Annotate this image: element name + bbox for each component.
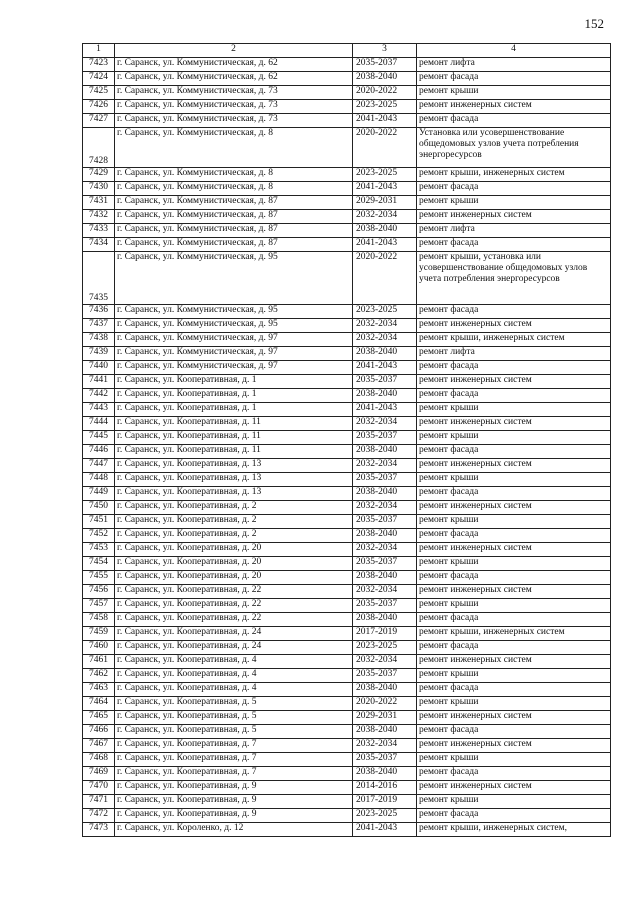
period-cell: 2020-2022 — [353, 252, 417, 305]
address-cell: г. Саранск, ул. Кооперативная, д. 22 — [115, 613, 353, 627]
work-type-cell: ремонт фасада — [417, 641, 611, 655]
work-type-cell: ремонт фасада — [417, 613, 611, 627]
work-type-cell: ремонт фасада — [417, 445, 611, 459]
address-cell: г. Саранск, ул. Кооперативная, д. 13 — [115, 473, 353, 487]
table-row — [83, 809, 611, 823]
table-row — [83, 515, 611, 529]
row-number-cell: 7461 — [83, 655, 115, 669]
work-type-cell: ремонт крыши — [417, 473, 611, 487]
row-number-cell: 7434 — [83, 238, 115, 252]
address-cell: г. Саранск, ул. Кооперативная, д. 9 — [115, 795, 353, 809]
table-row — [83, 252, 611, 305]
work-type-cell: ремонт фасада — [417, 114, 611, 128]
row-number-cell: 7468 — [83, 753, 115, 767]
address-cell: г. Саранск, ул. Кооперативная, д. 5 — [115, 697, 353, 711]
period-cell: 2020-2022 — [353, 128, 417, 168]
table-row — [83, 58, 611, 72]
address-cell: г. Саранск, ул. Коммунистическая, д. 8 — [115, 168, 353, 182]
table-row — [83, 725, 611, 739]
address-cell: г. Саранск, ул. Кооперативная, д. 24 — [115, 641, 353, 655]
period-cell: 2038-2040 — [353, 767, 417, 781]
period-cell: 2038-2040 — [353, 613, 417, 627]
address-cell: г. Саранск, ул. Коммунистическая, д. 73 — [115, 114, 353, 128]
table-row — [83, 72, 611, 86]
period-cell: 2032-2034 — [353, 417, 417, 431]
table-row — [83, 669, 611, 683]
work-type-cell: ремонт лифта — [417, 58, 611, 72]
work-type-cell: ремонт инженерных систем — [417, 781, 611, 795]
table-row — [83, 100, 611, 114]
address-cell: г. Саранск, ул. Кооперативная, д. 13 — [115, 487, 353, 501]
work-type-cell: ремонт инженерных систем — [417, 501, 611, 515]
work-type-cell: ремонт фасада — [417, 683, 611, 697]
period-cell: 2041-2043 — [353, 823, 417, 837]
row-number-cell: 7437 — [83, 319, 115, 333]
row-number-cell: 7423 — [83, 58, 115, 72]
period-cell: 2038-2040 — [353, 347, 417, 361]
table-row — [83, 683, 611, 697]
address-cell: г. Саранск, ул. Кооперативная, д. 4 — [115, 683, 353, 697]
table-row — [83, 389, 611, 403]
table-row — [83, 445, 611, 459]
address-cell: г. Саранск, ул. Коммунистическая, д. 87 — [115, 238, 353, 252]
address-cell: г. Саранск, ул. Кооперативная, д. 1 — [115, 375, 353, 389]
row-number-cell: 7463 — [83, 683, 115, 697]
work-type-cell: ремонт фасада — [417, 809, 611, 823]
period-cell: 2035-2037 — [353, 375, 417, 389]
row-number-cell: 7442 — [83, 389, 115, 403]
table-row — [83, 781, 611, 795]
row-number-cell: 7462 — [83, 669, 115, 683]
row-number-cell: 7458 — [83, 613, 115, 627]
row-number-cell: 7466 — [83, 725, 115, 739]
address-cell: г. Саранск, ул. Кооперативная, д. 2 — [115, 529, 353, 543]
work-type-cell: ремонт фасада — [417, 725, 611, 739]
row-number-cell: 7469 — [83, 767, 115, 781]
table-row — [83, 196, 611, 210]
table-row — [83, 86, 611, 100]
address-cell: г. Саранск, ул. Коммунистическая, д. 73 — [115, 100, 353, 114]
address-cell: г. Саранск, ул. Кооперативная, д. 7 — [115, 767, 353, 781]
address-cell: г. Саранск, ул. Кооперативная, д. 11 — [115, 445, 353, 459]
repair-schedule-table — [82, 43, 611, 837]
address-cell: г. Саранск, ул. Кооперативная, д. 22 — [115, 599, 353, 613]
row-number-cell: 7448 — [83, 473, 115, 487]
address-cell: г. Саранск, ул. Кооперативная, д. 9 — [115, 809, 353, 823]
period-cell: 2032-2034 — [353, 501, 417, 515]
row-number-cell: 7446 — [83, 445, 115, 459]
address-cell: г. Саранск, ул. Коммунистическая, д. 8 — [115, 182, 353, 196]
work-type-cell: ремонт инженерных систем — [417, 417, 611, 431]
table-row — [83, 305, 611, 319]
table-row — [83, 767, 611, 781]
work-type-cell: ремонт инженерных систем — [417, 210, 611, 224]
period-cell: 2035-2037 — [353, 431, 417, 445]
period-cell: 2041-2043 — [353, 361, 417, 375]
address-cell: г. Саранск, ул. Короленко, д. 12 — [115, 823, 353, 837]
table-row — [83, 114, 611, 128]
work-type-cell: ремонт инженерных систем — [417, 375, 611, 389]
page-number: 152 — [584, 16, 604, 31]
row-number-cell: 7441 — [83, 375, 115, 389]
address-cell: г. Саранск, ул. Коммунистическая, д. 62 — [115, 58, 353, 72]
period-cell: 2032-2034 — [353, 333, 417, 347]
work-type-cell: ремонт инженерных систем — [417, 655, 611, 669]
period-cell: 2035-2037 — [353, 515, 417, 529]
address-cell: г. Саранск, ул. Кооперативная, д. 11 — [115, 417, 353, 431]
table-row — [83, 375, 611, 389]
period-cell: 2017-2019 — [353, 795, 417, 809]
table-row — [83, 641, 611, 655]
table-row — [83, 224, 611, 238]
period-cell: 2014-2016 — [353, 781, 417, 795]
work-type-cell: ремонт инженерных систем — [417, 739, 611, 753]
work-type-cell: ремонт крыши — [417, 795, 611, 809]
work-type-cell: ремонт инженерных систем — [417, 459, 611, 473]
address-cell: г. Саранск, ул. Коммунистическая, д. 95 — [115, 305, 353, 319]
table-row — [83, 403, 611, 417]
table-row — [83, 361, 611, 375]
table-row — [83, 613, 611, 627]
column-header-4: 4 — [417, 44, 611, 58]
period-cell: 2020-2022 — [353, 697, 417, 711]
address-cell: г. Саранск, ул. Кооперативная, д. 13 — [115, 459, 353, 473]
row-number-cell: 7438 — [83, 333, 115, 347]
table-row — [83, 599, 611, 613]
period-cell: 2035-2037 — [353, 669, 417, 683]
work-type-cell: ремонт фасада — [417, 389, 611, 403]
table-row — [83, 501, 611, 515]
address-cell: г. Саранск, ул. Коммунистическая, д. 87 — [115, 210, 353, 224]
row-number-cell: 7427 — [83, 114, 115, 128]
address-cell: г. Саранск, ул. Коммунистическая, д. 87 — [115, 196, 353, 210]
table-row — [83, 529, 611, 543]
period-cell: 2038-2040 — [353, 529, 417, 543]
work-type-cell: ремонт фасада — [417, 361, 611, 375]
address-cell: г. Саранск, ул. Кооперативная, д. 4 — [115, 669, 353, 683]
address-cell: г. Саранск, ул. Кооперативная, д. 5 — [115, 725, 353, 739]
period-cell: 2035-2037 — [353, 473, 417, 487]
period-cell: 2041-2043 — [353, 182, 417, 196]
work-type-cell: ремонт крыши — [417, 403, 611, 417]
period-cell: 2032-2034 — [353, 655, 417, 669]
row-number-cell: 7444 — [83, 417, 115, 431]
table-row — [83, 753, 611, 767]
row-number-cell: 7451 — [83, 515, 115, 529]
period-cell: 2023-2025 — [353, 641, 417, 655]
period-cell: 2038-2040 — [353, 445, 417, 459]
table-row — [83, 739, 611, 753]
period-cell: 2017-2019 — [353, 627, 417, 641]
work-type-cell: ремонт фасада — [417, 238, 611, 252]
address-cell: г. Саранск, ул. Коммунистическая, д. 62 — [115, 72, 353, 86]
row-number-cell: 7428 — [83, 128, 115, 168]
table-row — [83, 238, 611, 252]
table-body — [83, 58, 611, 837]
period-cell: 2041-2043 — [353, 114, 417, 128]
work-type-cell: ремонт крыши, установка или усовершенствование общедомовых узлов учета потребления энергоресурсов — [417, 252, 611, 305]
table-row — [83, 557, 611, 571]
row-number-cell: 7471 — [83, 795, 115, 809]
address-cell: г. Саранск, ул. Кооперативная, д. 20 — [115, 543, 353, 557]
address-cell: г. Саранск, ул. Кооперативная, д. 7 — [115, 753, 353, 767]
work-type-cell: ремонт крыши — [417, 557, 611, 571]
table-row — [83, 711, 611, 725]
row-number-cell: 7454 — [83, 557, 115, 571]
row-number-cell: 7435 — [83, 252, 115, 305]
period-cell: 2038-2040 — [353, 683, 417, 697]
row-number-cell: 7470 — [83, 781, 115, 795]
row-number-cell: 7426 — [83, 100, 115, 114]
row-number-cell: 7455 — [83, 571, 115, 585]
column-header-2: 2 — [115, 44, 353, 58]
address-cell: г. Саранск, ул. Коммунистическая, д. 95 — [115, 319, 353, 333]
work-type-cell: ремонт крыши — [417, 697, 611, 711]
row-number-cell: 7457 — [83, 599, 115, 613]
row-number-cell: 7472 — [83, 809, 115, 823]
row-number-cell: 7432 — [83, 210, 115, 224]
period-cell: 2032-2034 — [353, 543, 417, 557]
work-type-cell: ремонт крыши, инженерных систем — [417, 333, 611, 347]
work-type-cell: ремонт крыши, инженерных систем, — [417, 823, 611, 837]
address-cell: г. Саранск, ул. Кооперативная, д. 2 — [115, 515, 353, 529]
address-cell: г. Саранск, ул. Кооперативная, д. 20 — [115, 571, 353, 585]
address-cell: г. Саранск, ул. Коммунистическая, д. 97 — [115, 361, 353, 375]
period-cell: 2035-2037 — [353, 58, 417, 72]
period-cell: 2035-2037 — [353, 599, 417, 613]
row-number-cell: 7460 — [83, 641, 115, 655]
table-row — [83, 431, 611, 445]
address-cell: г. Саранск, ул. Кооперативная, д. 1 — [115, 403, 353, 417]
row-number-cell: 7452 — [83, 529, 115, 543]
address-cell: г. Саранск, ул. Кооперативная, д. 11 — [115, 431, 353, 445]
row-number-cell: 7453 — [83, 543, 115, 557]
work-type-cell: ремонт фасада — [417, 487, 611, 501]
period-cell: 2038-2040 — [353, 571, 417, 585]
work-type-cell: ремонт крыши, инженерных систем — [417, 168, 611, 182]
work-type-cell: ремонт крыши — [417, 599, 611, 613]
work-type-cell: ремонт крыши — [417, 753, 611, 767]
work-type-cell: ремонт инженерных систем — [417, 585, 611, 599]
work-type-cell: ремонт крыши — [417, 86, 611, 100]
table-row — [83, 543, 611, 557]
work-type-cell: ремонт крыши — [417, 196, 611, 210]
address-cell: г. Саранск, ул. Коммунистическая, д. 97 — [115, 333, 353, 347]
work-type-cell: ремонт фасада — [417, 305, 611, 319]
period-cell: 2038-2040 — [353, 72, 417, 86]
table-row — [83, 347, 611, 361]
row-number-cell: 7443 — [83, 403, 115, 417]
period-cell: 2038-2040 — [353, 389, 417, 403]
period-cell: 2032-2034 — [353, 210, 417, 224]
table-row — [83, 128, 611, 168]
work-type-cell: ремонт фасада — [417, 767, 611, 781]
row-number-cell: 7464 — [83, 697, 115, 711]
work-type-cell: ремонт крыши, инженерных систем — [417, 627, 611, 641]
row-number-cell: 7450 — [83, 501, 115, 515]
table-row — [83, 210, 611, 224]
row-number-cell: 7456 — [83, 585, 115, 599]
row-number-cell: 7424 — [83, 72, 115, 86]
address-cell: г. Саранск, ул. Кооперативная, д. 5 — [115, 711, 353, 725]
work-type-cell: ремонт крыши — [417, 431, 611, 445]
table-row — [83, 487, 611, 501]
work-type-cell: ремонт инженерных систем — [417, 100, 611, 114]
table-row — [83, 182, 611, 196]
work-type-cell: ремонт фасада — [417, 72, 611, 86]
row-number-cell: 7429 — [83, 168, 115, 182]
row-number-cell: 7445 — [83, 431, 115, 445]
address-cell: г. Саранск, ул. Коммунистическая, д. 73 — [115, 86, 353, 100]
table-row — [83, 333, 611, 347]
table-header-row — [83, 44, 611, 58]
row-number-cell: 7473 — [83, 823, 115, 837]
period-cell: 2035-2037 — [353, 557, 417, 571]
address-cell: г. Саранск, ул. Кооперативная, д. 7 — [115, 739, 353, 753]
address-cell: г. Саранск, ул. Кооперативная, д. 9 — [115, 781, 353, 795]
period-cell: 2038-2040 — [353, 725, 417, 739]
row-number-cell: 7439 — [83, 347, 115, 361]
period-cell: 2029-2031 — [353, 711, 417, 725]
work-type-cell: ремонт крыши — [417, 669, 611, 683]
period-cell: 2041-2043 — [353, 238, 417, 252]
table-row — [83, 655, 611, 669]
table-row — [83, 627, 611, 641]
period-cell: 2032-2034 — [353, 459, 417, 473]
address-cell: г. Саранск, ул. Кооперативная, д. 22 — [115, 585, 353, 599]
period-cell: 2035-2037 — [353, 753, 417, 767]
work-type-cell: ремонт инженерных систем — [417, 711, 611, 725]
period-cell: 2038-2040 — [353, 224, 417, 238]
table-row — [83, 571, 611, 585]
period-cell: 2023-2025 — [353, 809, 417, 823]
row-number-cell: 7436 — [83, 305, 115, 319]
address-cell: г. Саранск, ул. Коммунистическая, д. 97 — [115, 347, 353, 361]
address-cell: г. Саранск, ул. Коммунистическая, д. 95 — [115, 252, 353, 305]
row-number-cell: 7459 — [83, 627, 115, 641]
address-cell: г. Саранск, ул. Коммунистическая, д. 87 — [115, 224, 353, 238]
table-row — [83, 459, 611, 473]
period-cell: 2038-2040 — [353, 487, 417, 501]
row-number-cell: 7447 — [83, 459, 115, 473]
period-cell: 2032-2034 — [353, 739, 417, 753]
work-type-cell: ремонт инженерных систем — [417, 543, 611, 557]
address-cell: г. Саранск, ул. Кооперативная, д. 1 — [115, 389, 353, 403]
work-type-cell: ремонт инженерных систем — [417, 319, 611, 333]
address-cell: г. Саранск, ул. Кооперативная, д. 24 — [115, 627, 353, 641]
work-type-cell: ремонт фасада — [417, 571, 611, 585]
period-cell: 2029-2031 — [353, 196, 417, 210]
work-type-cell: ремонт лифта — [417, 224, 611, 238]
work-type-cell: ремонт фасада — [417, 529, 611, 543]
row-number-cell: 7440 — [83, 361, 115, 375]
address-cell: г. Саранск, ул. Кооперативная, д. 2 — [115, 501, 353, 515]
work-type-cell: ремонт крыши — [417, 515, 611, 529]
table-row — [83, 697, 611, 711]
table-row — [83, 823, 611, 837]
address-cell: г. Саранск, ул. Кооперативная, д. 20 — [115, 557, 353, 571]
period-cell: 2032-2034 — [353, 585, 417, 599]
period-cell: 2023-2025 — [353, 305, 417, 319]
table-row — [83, 795, 611, 809]
row-number-cell: 7431 — [83, 196, 115, 210]
table-row — [83, 168, 611, 182]
table-row — [83, 417, 611, 431]
row-number-cell: 7449 — [83, 487, 115, 501]
row-number-cell: 7433 — [83, 224, 115, 238]
period-cell: 2020-2022 — [353, 86, 417, 100]
table-row — [83, 585, 611, 599]
row-number-cell: 7467 — [83, 739, 115, 753]
table-row — [83, 319, 611, 333]
table-row — [83, 473, 611, 487]
address-cell: г. Саранск, ул. Кооперативная, д. 4 — [115, 655, 353, 669]
work-type-cell: Установка или усовершенствование общедомовых узлов учета потребления энергоресурсов — [417, 128, 611, 168]
period-cell: 2032-2034 — [353, 319, 417, 333]
column-header-1: 1 — [83, 44, 115, 58]
row-number-cell: 7430 — [83, 182, 115, 196]
period-cell: 2041-2043 — [353, 403, 417, 417]
work-type-cell: ремонт лифта — [417, 347, 611, 361]
period-cell: 2023-2025 — [353, 100, 417, 114]
address-cell: г. Саранск, ул. Коммунистическая, д. 8 — [115, 128, 353, 168]
period-cell: 2023-2025 — [353, 168, 417, 182]
row-number-cell: 7465 — [83, 711, 115, 725]
work-type-cell: ремонт фасада — [417, 182, 611, 196]
row-number-cell: 7425 — [83, 86, 115, 100]
column-header-3: 3 — [353, 44, 417, 58]
